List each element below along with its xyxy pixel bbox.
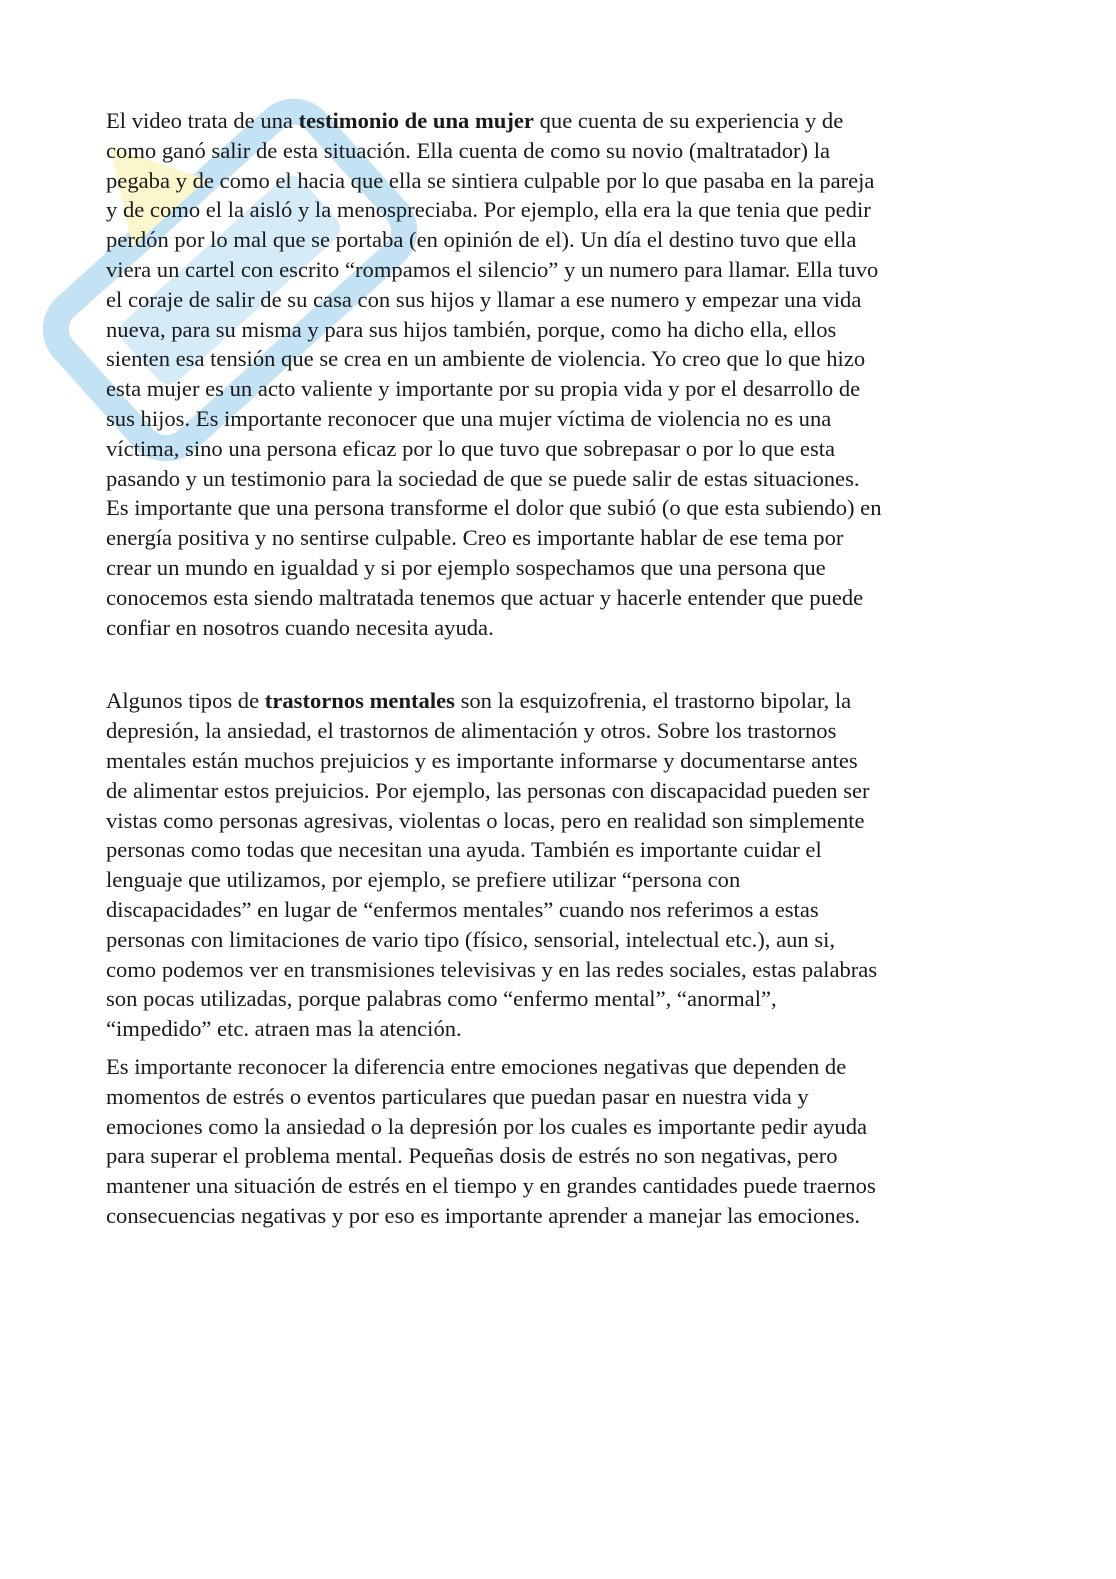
text-line [106, 716, 1006, 746]
paragraph-mental-disorders [106, 686, 1006, 1044]
text-run: personas como todas que necesitan una ayuda. También es importante cuidar el [106, 837, 822, 863]
text-run: depresión, la ansiedad, el trastornos de alimentación y otros. Sobre los trastornos [106, 718, 837, 744]
bold-keyword: trastornos mentales [264, 688, 455, 714]
text-line [106, 984, 1006, 1014]
text-line [106, 106, 1006, 136]
text-run: perdón por lo mal que se portaba (en opinión de el). Un día el destino tuvo que ella [106, 227, 857, 253]
text-line [106, 553, 1006, 583]
text-run: pegaba y de como el hacia que ella se sintiera culpable por lo que pasaba en la pareja [106, 167, 875, 193]
text-run: conocemos esta siendo maltratada tenemos que actuar y hacerle entender que puede [106, 584, 864, 610]
text-run: el coraje de salir de su casa con sus hijos y llamar a ese numero y empezar una vida [106, 286, 862, 312]
text-line [106, 285, 1006, 315]
text-line [106, 865, 1006, 895]
text-run: El video trata de una [106, 108, 299, 133]
text-run: “impedido” etc. atraen mas la atención. [106, 1016, 462, 1042]
text-line [106, 195, 1006, 225]
text-line [106, 925, 1006, 955]
text-line [106, 895, 1006, 925]
text-line [106, 746, 1006, 776]
text-run: como podemos ver en transmisiones televisivas y en las redes sociales, estas palabras [106, 956, 878, 982]
text-line [106, 255, 1006, 285]
text-line [106, 835, 1006, 865]
text-run: víctima, sino una persona eficaz por lo que tuvo que sobrepasar o por lo que esta [106, 435, 836, 461]
text-run: Es importante reconocer la diferencia entre emociones negativas que dependen de [106, 1053, 847, 1079]
text-line [106, 166, 1006, 196]
text-run: consecuencias negativas y por eso es importante aprender a manejar las emociones. [106, 1202, 861, 1228]
text-line [106, 1112, 1006, 1142]
text-run: vistas como personas agresivas, violentas o locas, pero en realidad son simplemente [106, 807, 865, 833]
text-run: sienten esa tensión que se crea en un ambiente de violencia. Yo creo que lo que hizo [106, 346, 866, 372]
text-line [106, 493, 1006, 523]
text-line [106, 806, 1006, 836]
text-run: Algunos tipos de [106, 688, 265, 714]
text-line [106, 1014, 1006, 1044]
text-run: Es importante que una persona transforme el dolor que subió (o que esta subiendo) en [106, 495, 882, 521]
text-run: de alimentar estos prejuicios. Por ejemplo, las personas con discapacidad pueden ser [106, 777, 870, 803]
bold-keyword: testimonio de una mujer [298, 108, 534, 133]
text-run: son la esquizofrenia, el trastorno bipolar, la [454, 688, 852, 714]
text-run: como ganó salir de esta situación. Ella cuenta de como su novio (maltratador) la [106, 137, 831, 163]
text-line [106, 1052, 1006, 1082]
text-run: y de como el la aisló y la menospreciaba. Por ejemplo, ella era la que tenia que pedir [106, 197, 871, 223]
text-line [106, 464, 1006, 494]
paragraph-emotions-stress [106, 1052, 1006, 1231]
text-run: emociones como la ansiedad o la depresión por los cuales es importante pedir ayuda [106, 1113, 868, 1139]
text-line [106, 136, 1006, 166]
document-body [106, 106, 1006, 1231]
text-run: discapacidades” en lugar de “enfermos mentales” cuando nos referimos a estas [106, 896, 819, 922]
text-line [106, 374, 1006, 404]
text-run: momentos de estrés o eventos particulares que puedan pasar en nuestra vida y [106, 1083, 809, 1109]
text-line [106, 315, 1006, 345]
text-run: energía positiva y no sentirse culpable. Creo es importante hablar de ese tema por [106, 525, 844, 551]
text-run: son pocas utilizadas, porque palabras como “enfermo mental”, “anormal”, [106, 986, 777, 1012]
text-line [106, 1141, 1006, 1171]
text-line [106, 344, 1006, 374]
text-run: pasando y un testimonio para la sociedad de que se puede salir de estas situaciones. [106, 465, 860, 491]
text-line [106, 583, 1006, 613]
text-line [106, 955, 1006, 985]
text-line [106, 613, 1006, 643]
text-line [106, 686, 1006, 716]
text-run: lenguaje que utilizamos, por ejemplo, se prefiere utilizar “persona con [106, 867, 741, 893]
text-run: sus hijos. Es importante reconocer que una mujer víctima de violencia no es una [106, 405, 832, 431]
text-line [106, 1082, 1006, 1112]
text-run: mentales están muchos prejuicios y es importante informarse y documentarse antes [106, 747, 858, 773]
text-line [106, 776, 1006, 806]
text-run: confiar en nosotros cuando necesita ayuda. [106, 614, 494, 640]
text-line [106, 225, 1006, 255]
text-run: esta mujer es un acto valiente y importante por su propia vida y por el desarrollo de [106, 376, 861, 402]
text-line [106, 404, 1006, 434]
text-run: personas con limitaciones de vario tipo (físico, sensorial, intelectual etc.), aun si, [106, 926, 836, 952]
text-line [106, 523, 1006, 553]
text-line [106, 1171, 1006, 1201]
text-run: crear un mundo en igualdad y si por ejemplo sospechamos que una persona que [106, 554, 826, 580]
text-line [106, 1201, 1006, 1231]
text-run: viera un cartel con escrito “rompamos el silencio” y un numero para llamar. Ella tuvo [106, 256, 879, 282]
text-line [106, 434, 1006, 464]
paragraph-violence-testimony [106, 106, 1006, 642]
text-run: que cuenta de su experiencia y de [533, 108, 844, 133]
text-run: nueva, para su misma y para sus hijos también, porque, como ha dicho ella, ellos [106, 316, 837, 342]
text-run: mantener una situación de estrés en el tiempo y en grandes cantidades puede traernos [106, 1173, 876, 1199]
text-run: para superar el problema mental. Pequeñas dosis de estrés no son negativas, pero [106, 1143, 838, 1169]
